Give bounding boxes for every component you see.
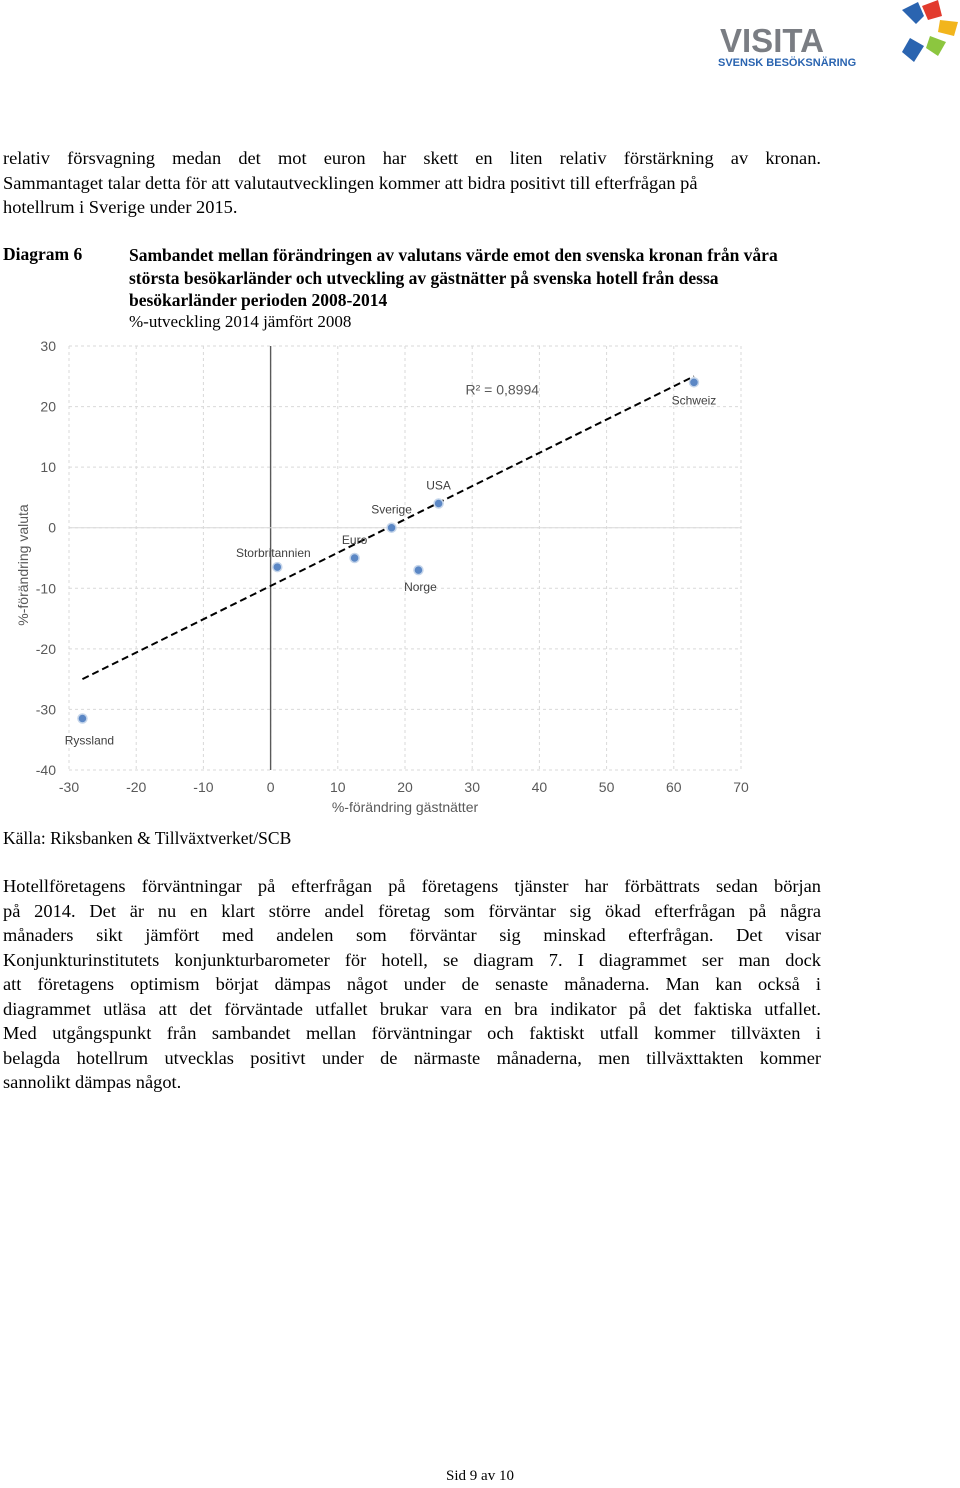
data-point — [78, 714, 87, 723]
x-tick-label: 60 — [666, 779, 682, 795]
body-line: månaders sikt jämfört med andelen som förväntar sig minskad efterfrågan. Det visar — [3, 925, 821, 945]
page-number: Sid 9 av 10 — [446, 1468, 514, 1484]
y-tick-label: 30 — [40, 338, 56, 354]
body-line: diagrammet utläsa att det förväntade utfallet brukar vara en bra indikator på det faktiska utfallet. — [3, 998, 821, 1019]
body-line: på 2014. Det är nu en klart större andel företag som förväntar sig ökad efterfrågan på några — [3, 900, 821, 921]
data-point — [689, 378, 698, 387]
diagram-subtitle: %-utveckling 2014 jämfört 2008 — [129, 312, 352, 331]
data-point-label: Sverige — [371, 502, 412, 517]
data-point — [387, 523, 396, 532]
r-squared-label: R² = 0,8994 — [465, 381, 540, 398]
x-tick-label: -10 — [193, 779, 214, 795]
logo-text: VISITA — [720, 22, 824, 59]
x-tick-label: 50 — [598, 779, 615, 795]
scatter-chart — [0, 330, 960, 820]
data-point-label: Storbritannien — [235, 546, 311, 561]
diagram-label: Diagram 6 — [3, 244, 83, 264]
logo-star-icon — [902, 0, 958, 62]
x-tick-label: 30 — [464, 779, 480, 795]
visita-logo — [712, 0, 960, 72]
data-point-label: Euro — [341, 533, 368, 547]
y-tick-label: -30 — [35, 701, 56, 718]
body-line: Med utgångspunkt från sambandet mellan förväntningar och faktiskt utfall kommer tillväxten i — [3, 1023, 821, 1043]
logo-subtext: SVENSK BESÖKSNÄRING — [718, 57, 857, 69]
data-point — [434, 499, 443, 508]
body-line: sannolikt dämpas något. — [3, 1072, 182, 1092]
body-line: att företagens optimism börjat dämpas något under de senaste månaderna. Man kan också i — [3, 974, 821, 994]
data-point — [273, 563, 282, 572]
body-line: belagda hotellrum utvecklas positivt under de närmaste månaderna, men tillväxttakten kommer — [3, 1047, 821, 1068]
x-tick-label: 0 — [266, 779, 275, 795]
x-tick-label: 70 — [733, 779, 749, 795]
x-tick-label: 40 — [531, 779, 548, 795]
data-point — [414, 566, 423, 575]
y-axis-label-wrap — [8, 500, 38, 630]
x-tick-label: 20 — [397, 779, 413, 795]
body-line: Konjunkturinstitutets konjunkturbarometer för hotell, se diagram 7. I diagrammet ser man dock — [3, 949, 821, 970]
x-tick-label: -30 — [58, 779, 80, 795]
y-tick-label: -20 — [35, 640, 56, 657]
intro-line: hotellrum i Sverige under 2015. — [3, 197, 238, 217]
data-point-label: USA — [426, 478, 451, 493]
data-point-label: Norge — [404, 580, 437, 595]
chart-grid — [69, 346, 741, 770]
data-point-label: Ryssland — [64, 733, 115, 748]
body-paragraph — [3, 874, 821, 1095]
diagram-title: Sambandet mellan förändringen av valutans värde emot den svenska kronan från våra största besökarländer och utveckling av gästnätter på svenska hotell från dessa besökarländer perioden 2008-2014 — [129, 245, 778, 311]
intro-paragraph — [3, 146, 821, 220]
chart-points — [65, 378, 717, 748]
y-tick-label: 10 — [40, 459, 56, 476]
y-tick-label: -10 — [35, 580, 56, 597]
body-line: Hotellföretagens förväntningar på efterfrågan på företagens tjänster har förbättrats sedan början — [3, 876, 821, 896]
intro-line: relativ försvagning medan det mot euron har skett en liten relativ förstärkning av kronan. — [3, 148, 821, 168]
x-axis-label: %-förändring gästnätter — [331, 799, 479, 815]
x-tick-label: -20 — [126, 779, 147, 795]
data-point — [350, 554, 359, 563]
diagram-source: Källa: Riksbanken & Tillväxtverket/SCB — [3, 828, 292, 848]
y-tick-label: -40 — [35, 762, 56, 778]
data-point-label: Schweiz — [671, 393, 717, 408]
x-tick-label: 10 — [330, 779, 346, 795]
y-tick-label: 20 — [40, 398, 56, 415]
y-tick-label: 0 — [48, 519, 56, 536]
y-axis-label: %-förändring valuta — [15, 504, 31, 626]
intro-line: Sammantaget talar detta för att valutautvecklingen kommer att bidra positivt till efterfrågan på — [3, 172, 698, 193]
